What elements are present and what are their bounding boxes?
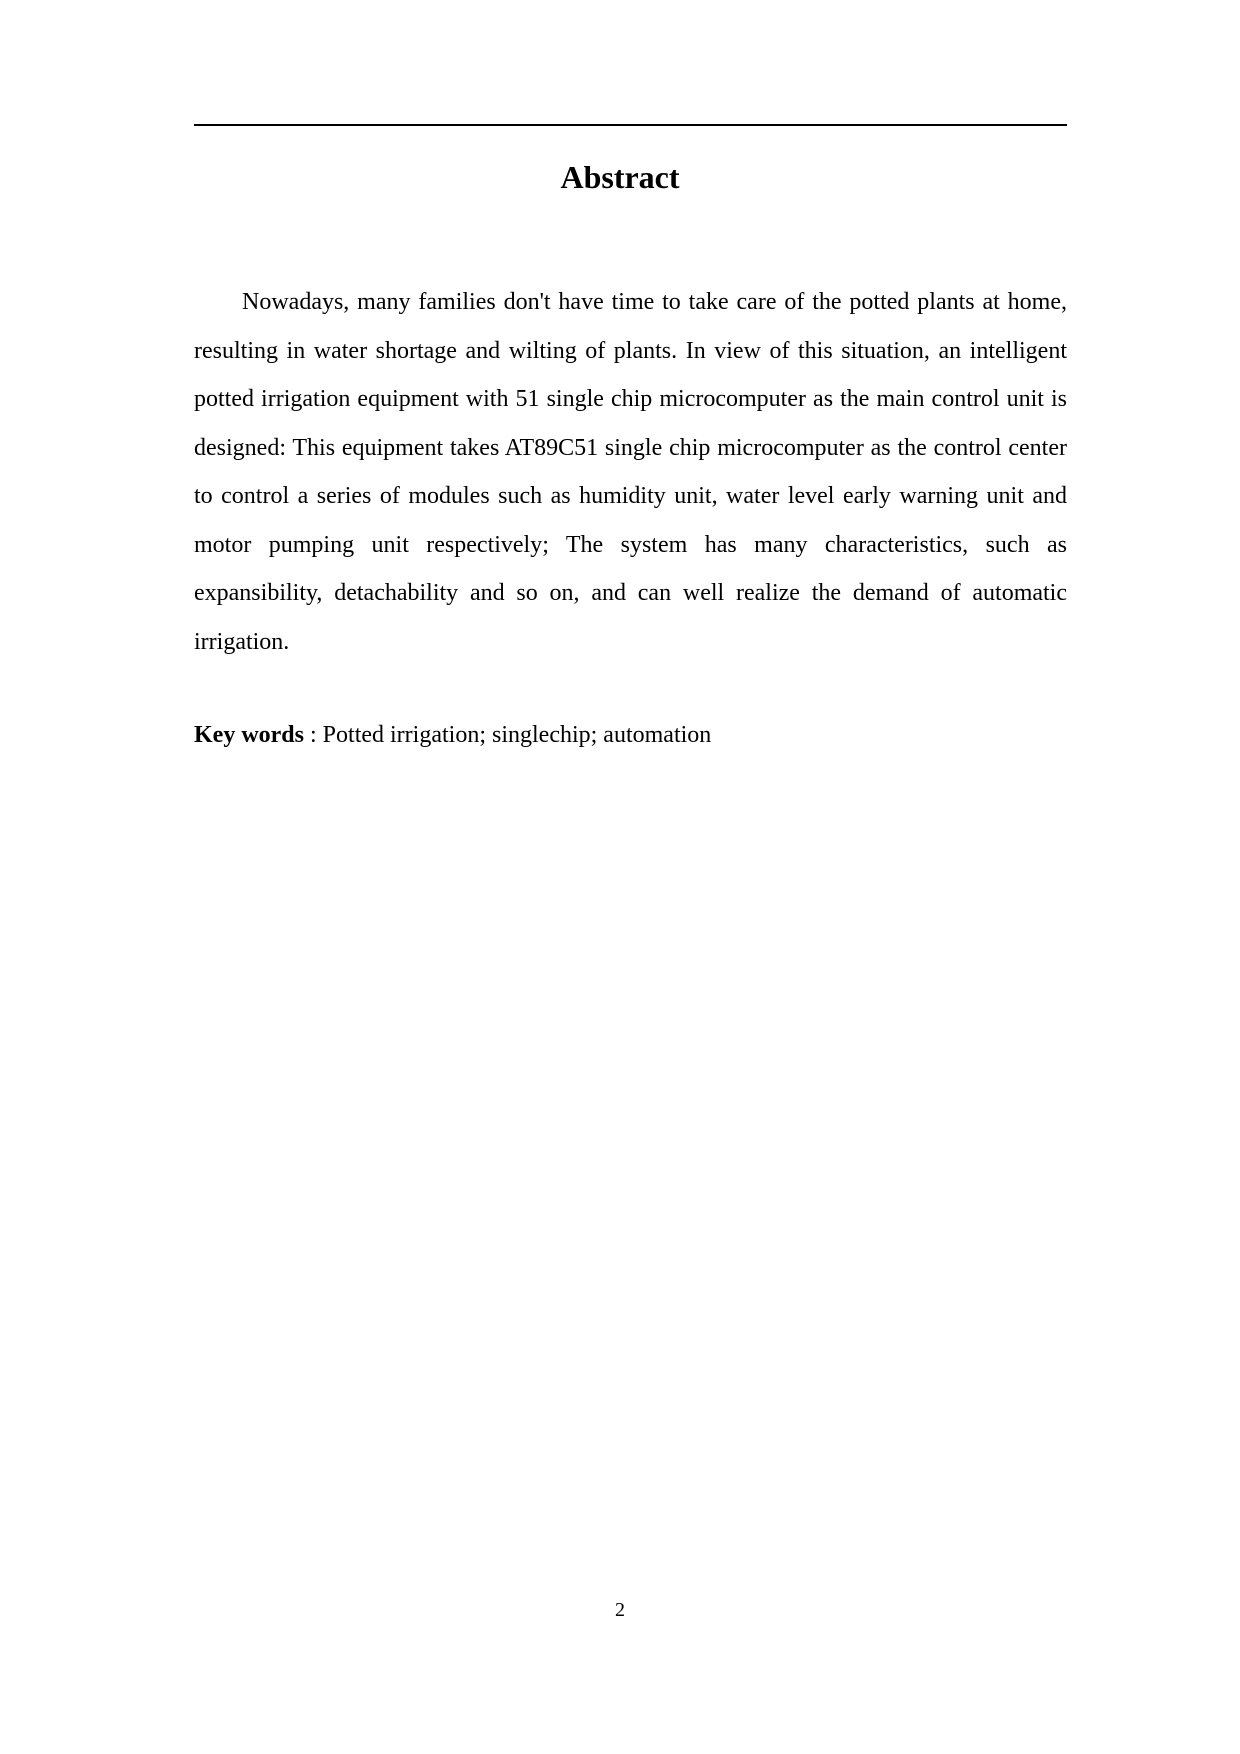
header-rule bbox=[194, 124, 1067, 126]
keywords-line bbox=[194, 711, 1067, 759]
page-number: 2 bbox=[615, 1599, 625, 1621]
abstract-paragraph: Nowadays, many families don't have time to take care of the potted plants at home, resulting in water shortage and wilting of plants. In view of this situation, an intelligent potted irrigation equipment with 51 single chip microcomputer as the main control unit is designed: This equipment takes AT89C51 single chip microcomputer as the control center to control a series of modules such as humidity unit, water level early warning unit and motor pumping unit respectively; The system has many characteristics, such as expansibility, detachability and so on, and can well realize the demand of automatic irrigation. bbox=[194, 289, 1067, 655]
keywords-separator: : bbox=[304, 722, 323, 748]
keywords-value: Potted irrigation; singlechip; automation bbox=[322, 722, 712, 748]
keywords-label: Key words bbox=[194, 722, 304, 748]
page-title: Abstract bbox=[560, 159, 680, 195]
